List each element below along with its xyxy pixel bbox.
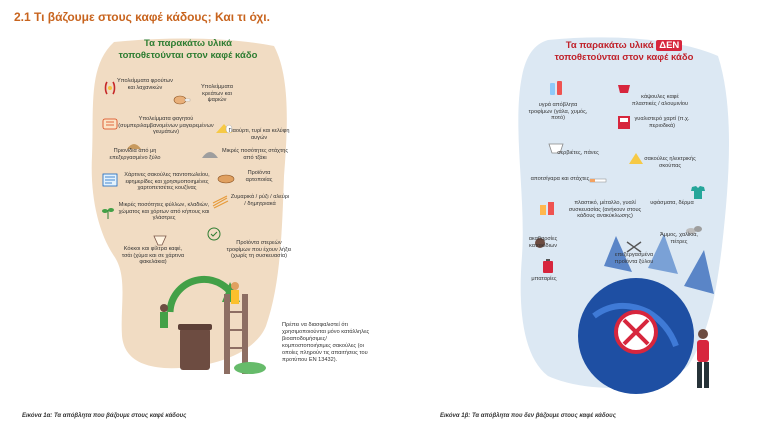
recycling-people-illustration [150, 272, 270, 376]
newspaper-icon [100, 172, 120, 188]
right-item-processed-wood: επεξεργασμένα προϊόντα ξύλου [614, 252, 654, 265]
left-item-fireplace-ash: Μικρές ποσότητες στάχτης από τζάκι [221, 148, 289, 161]
left-section-title [98, 38, 278, 62]
food-leftovers-icon [100, 115, 120, 131]
left-item-meat-fish: Υπολείμματα κρεάτων και ψαριών [200, 84, 234, 104]
right-item-glossy-paper: γυαλιστερό χαρτί (π.χ. περιοδικά) [634, 116, 690, 129]
bread-icon [216, 170, 236, 186]
cigarette-icon [588, 172, 608, 188]
clothes-icon [688, 184, 708, 200]
right-section-title [534, 40, 714, 64]
left-item-expired-solid-food: Προϊόντα στερεών τροφίμων που έχουν λήξει (χωρίς τη συσκευασία) [226, 240, 292, 260]
right-figure-caption: Εικόνα 1β: Τα απόβλητα που δεν βάζουμε στους καφέ κάδους [440, 413, 616, 419]
right-item-fabrics-leather: υφάσματα, δέρμα [650, 200, 694, 206]
right-item-pads-diapers: σερβιέτες, πάνες [557, 150, 599, 156]
left-item-coffee-tea: Κόκκοι και φίλτρα καφέ, τσάι (χύμα και σε χάρτινα φακελάκια) [121, 246, 185, 266]
right-item-packaging: πλαστικό, μέταλλο, γυαλί συσκευασίας (ανήκουν στους κάδους ανακύκλωσης) [568, 200, 642, 220]
left-item-sawdust: Πριονίδια από μη επεξεργασμένο ξύλο [109, 148, 161, 161]
food-box-icon [204, 226, 224, 242]
right-item-coffee-capsules: κάψουλες καφέ πλαστικές / αλουμινίου [631, 94, 689, 107]
bottle-icon [546, 80, 566, 96]
packaging-icon [538, 200, 558, 216]
right-item-liquid-waste: υγρά απόβλητα τροφίμων (γάλα, χυμός, ποτό) [528, 102, 588, 122]
right-item-vacuum-bags: σακούλες ηλεκτρικής σκούπας [644, 156, 696, 169]
left-title-line2: τοποθετούνται στον καφέ κάδο [118, 50, 258, 61]
left-item-paper-bags-newspapers: Χάρτινες σακούλες παντοπωλείου, εφημερίδες και χρησιμοποιημένες χαρτοπετσέτες κουζίνας [124, 172, 210, 192]
right-title-prefix: Τα παρακάτω υλικά [565, 40, 654, 51]
biodegradable-bags-note: Πρέπει να διασφαλιστεί ότι χρησιμοποιούνται μόνο κατάλληλες βιοαποδομήσιμες/κομποστοποιήσιμες σακούλες (οι οποίες πληρούν τις απαιτήσεις του προτύπου EN 13432). [282, 322, 370, 363]
left-item-bakery-products: Προϊόντα αρτοποιίας [245, 170, 273, 183]
right-item-pet-waste: ακαθαρσίες κατοικίδιων [528, 236, 558, 249]
page-heading: 2.1 Τι βάζουμε στους καφέ κάδους; Και τι όχι. [14, 10, 270, 24]
battery-icon [538, 258, 558, 274]
right-title-den: ΔΕΝ [656, 40, 682, 51]
magazine-icon [614, 114, 634, 130]
chicken-leg-icon [172, 92, 192, 108]
person-illustration [690, 326, 716, 392]
left-item-cooked-food: Υπολείμματα φαγητού (συμπεριλαμβανομένων μαγειρεμένων γευμάτων) [118, 116, 214, 136]
ash-pile-icon [200, 144, 220, 160]
left-item-leaves-branches-soil: Μικρές ποσότητες φύλλων, κλαδιών, χώματος και χόρτων από κήπους και γλάστρες [118, 202, 210, 222]
right-item-cigarettes-ash: αποτσίγαρα και στάχτες [530, 176, 590, 182]
left-item-pasta-rice-flour: Ζυμαρικά / ρύζι / αλεύρι / δημητριακά [230, 194, 290, 207]
left-title-line1: Τα παρακάτω υλικά [144, 38, 232, 49]
right-title-line2: τοποθετούνται στον καφέ κάδο [554, 52, 694, 63]
left-item-yogurt-cheese-eggshells: Γιαούρτι, τυρί και κελύφη αυγών [228, 128, 290, 141]
left-item-fruit-vegetables: Υπολείμματα φρούτων και λαχανικών [117, 78, 173, 91]
right-item-sand-gravel-stones: Άμμος, χαλίκια, πέτρες [660, 232, 698, 245]
left-figure-caption: Εικόνα 1α: Τα απόβλητα που βάζουμε στους καφέ κάδους [22, 413, 187, 419]
right-item-batteries: μπαταρίες [531, 276, 557, 282]
no-entry-icon [612, 308, 660, 356]
